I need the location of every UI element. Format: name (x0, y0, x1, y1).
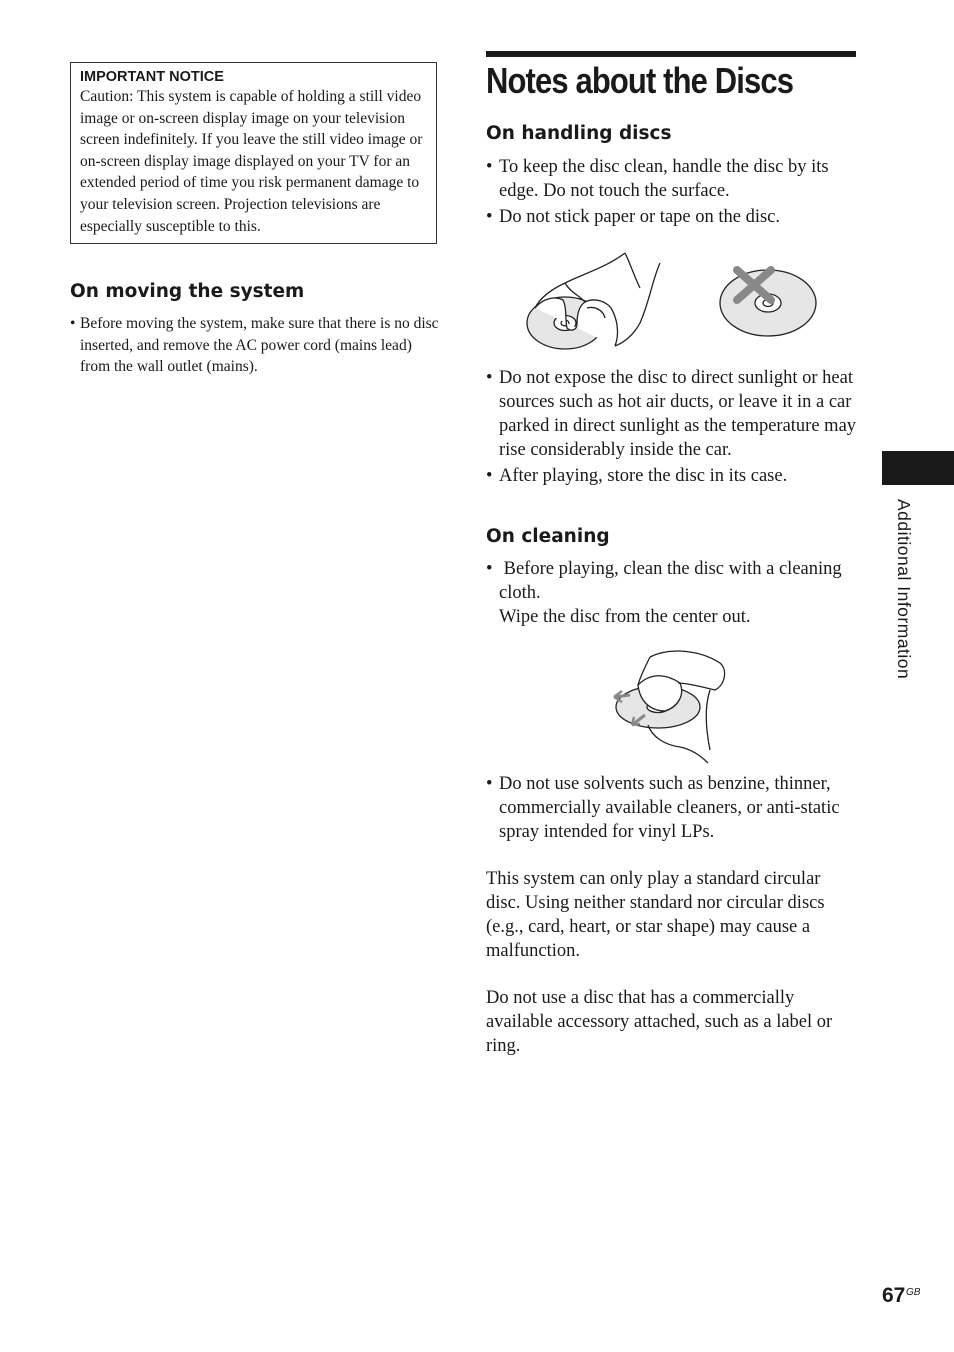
handling-heading: On handling discs (486, 123, 672, 144)
prohibited-touch-disc-icon (720, 270, 816, 336)
moving-list (70, 313, 442, 378)
section-tab-marker (882, 451, 954, 485)
accessory-paragraph: Do not use a disc that has a commercially available accessory attached, such as a label or ring. (486, 988, 833, 1056)
section-tab-label: Additional Information (894, 499, 914, 680)
list-item: • Do not use solvents such as benzine, thinner, commercially available cleaners, or anti-static spray intended for vinyl LPs. (486, 772, 858, 844)
title-rule (486, 51, 856, 57)
notice-text: Caution: This system is capable of holding a still video image or on-screen display image on your television screen indefinitely. If you leave the still video image or on-screen display image displayed on your TV for an extended period of time you risk permanent damage to your television screen. Projection televisions are especially susceptible to this. (80, 88, 423, 235)
cleaning-heading: On cleaning (486, 526, 610, 547)
disc-handling-illustration (525, 248, 825, 353)
notice-title: IMPORTANT NOTICE (80, 69, 224, 85)
moving-heading: On moving the system (70, 281, 305, 302)
cleaning-list-top (486, 557, 858, 631)
handling-list-bottom (486, 366, 858, 490)
cleaning-list-bottom (486, 772, 858, 846)
handling-list-top (486, 155, 858, 231)
page-number: 67 (882, 1284, 906, 1307)
list-item: • After playing, store the disc in its case. (486, 464, 858, 488)
list-item (486, 557, 858, 629)
cleaning-text: Before playing, clean the disc with a cleaning cloth. (499, 559, 842, 603)
page-number-suffix: GB (906, 1287, 921, 1298)
list-item: • To keep the disc clean, handle the disc by its edge. Do not touch the surface. (486, 155, 858, 203)
cleaning-subtext: Wipe the disc from the center out. (499, 607, 751, 627)
disc-cleaning-illustration (610, 645, 740, 765)
list-item: • Do not expose the disc to direct sunlight or heat sources such as hot air ducts, or leave it in a car parked in direct sunlight as the temperature may rise considerably inside the car. (486, 366, 858, 462)
page-title: Notes about the Discs (486, 60, 794, 101)
cleaning-cloth-disc-icon (614, 651, 725, 763)
circular-disc-paragraph: This system can only play a standard circular disc. Using neither standard nor circular discs (e.g., card, heart, or star shape) may cause a malfunction. (486, 869, 825, 961)
hand-holding-disc-icon (527, 253, 660, 349)
important-notice-box (70, 62, 437, 244)
list-item: • Do not stick paper or tape on the disc. (486, 205, 858, 229)
list-item: • Before moving the system, make sure that there is no disc inserted, and remove the AC power cord (mains lead) from the wall outlet (mains). (70, 313, 442, 378)
